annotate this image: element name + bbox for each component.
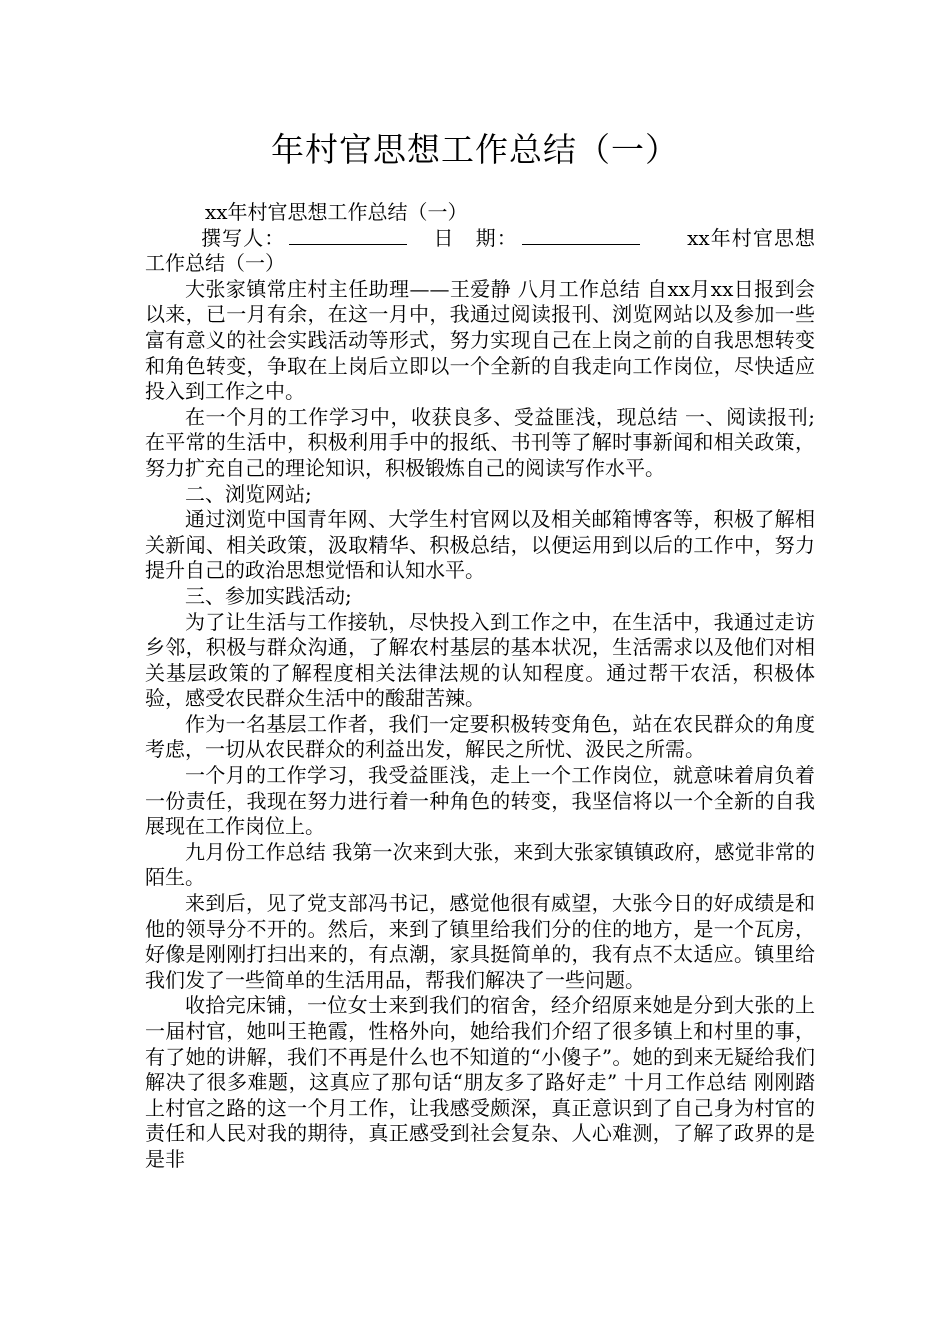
- paragraph: 一个月的工作学习，我受益匪浅，走上一个工作岗位，就意味着肩负着一份责任，我现在努力进行着一种角色的转变，我坚信将以一个全新的自我展现在工作岗位上。: [145, 763, 815, 839]
- paragraph: 通过浏览中国青年网、大学生村官网以及相关邮箱博客等，积极了解相关新闻、相关政策，汲取精华、积极总结，以便运用到以后的工作中，努力提升自己的政治思想觉悟和认知水平。: [145, 507, 815, 583]
- paragraph: 在一个月的工作学习中，收获良多、受益匪浅，现总结 一、阅读报刊; 在平常的生活中，积极利用手中的报纸、书刊等了解时事新闻和相关政策，努力扩充自己的理论知识，积极锻炼自己的阅读写作水平。: [145, 404, 815, 480]
- paragraph: 大张家镇常庄村主任助理——王爱静 八月工作总结 自xx月xx日报到会以来，已一月有余，在这一月中，我通过阅读报刊、浏览网站以及参加一些富有意义的社会实践活动等形式，努力实现自己在上岗之前的自我思想转变和角色转变，争取在上岗后立即以一个全新的自我走向工作岗位，尽快适应投入到工作之中。: [145, 276, 815, 404]
- date-label: 日 期：: [433, 225, 518, 250]
- paragraph: 二、浏览网站;: [185, 481, 312, 506]
- paragraph: 来到后，见了党支部冯书记，感觉他很有威望，大张今日的好成绩是和他的领导分不开的。然后，来到了镇里给我们分的住的地方，是一个瓦房，好像是刚刚打扫出来的，有点潮，家具挺简单的，我有点不太适应。镇里给我们发了一些简单的生活用品，帮我们解决了一些问题。: [145, 891, 815, 992]
- document-body: [145, 200, 815, 1173]
- document-title: 年村官思想工作总结（一）: [271, 130, 679, 169]
- paragraph: 收拾完床铺，一位女士来到我们的宿舍，经介绍原来她是分到大张的上一届村官，她叫王艳霞，性格外向，她给我们介绍了很多镇上和村里的事，有了她的讲解，我们不再是什么也不知道的“小傻子”。她的到来无疑给我们解决了很多难题，这真应了那句话“朋友多了路好走” 十月工作总结 刚刚踏上村官之路的这一个月工作，让我感受颇深，真正意识到了自己身为村官的责任和人民对我的期待，真正感受到社会复杂、人心难测，了解了政界的是是非: [145, 993, 815, 1171]
- paragraph: 九月份工作总结 我第一次来到大张，来到大张家镇镇政府，感觉非常的陌生。: [145, 839, 815, 890]
- date-blank-field: [522, 226, 640, 245]
- document-meta-line: [145, 226, 815, 277]
- paragraph: 为了让生活与工作接轨，尽快投入到工作之中，在生活中，我通过走访乡邻，积极与群众沟通，了解农村基层的基本状况，生活需求以及他们对相关基层政策的了解程度相关法律法规的认知程度。通过帮干农活，积极体验，感受农民群众生活中的酸甜苦辣。: [145, 609, 815, 711]
- paragraph: 三、参加实践活动;: [185, 583, 352, 608]
- paragraph: 作为一名基层工作者，我们一定要积极转变角色，站在农民群众的角度考虑，一切从农民群众的利益出发，解民之所忧、汲民之所需。: [145, 711, 815, 762]
- author-label: 撰写人：: [201, 225, 286, 250]
- author-blank-field: [289, 226, 407, 245]
- meta-trailing-text: xx年村官思想工作总结（一）: [145, 225, 816, 276]
- document-subtitle: xx年村官思想工作总结（一）: [205, 200, 468, 224]
